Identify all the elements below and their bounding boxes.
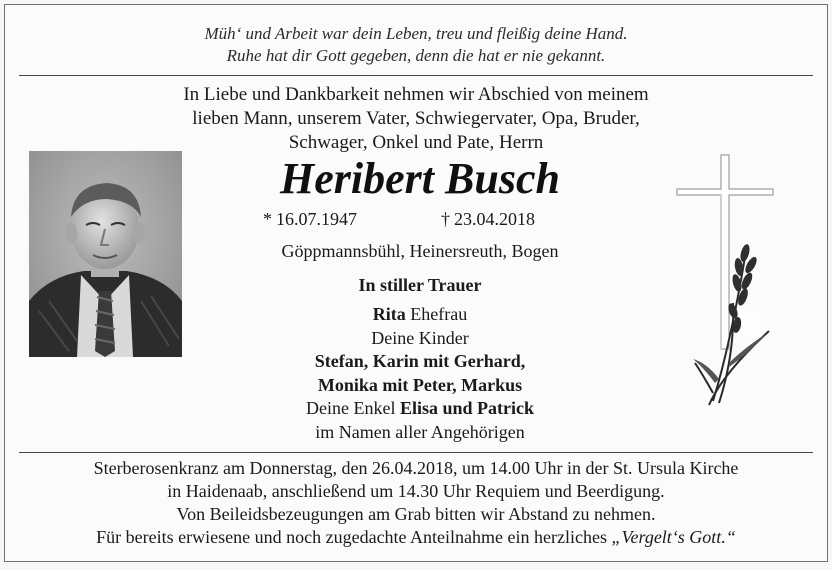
motto-line-2: Ruhe hat dir Gott gegeben, denn die hat er nie gekannt.: [226, 46, 606, 65]
wife-name: Rita: [372, 304, 406, 324]
children-line-2: [205, 374, 635, 398]
grandchildren-label: Deine Enkel: [306, 398, 396, 418]
motto-verse: [5, 23, 827, 67]
service-information: [5, 457, 827, 549]
bottom-divider: [19, 452, 813, 453]
service-line-2: in Haidenaab, anschließend um 14.30 Uhr Requiem und Beerdigung.: [167, 481, 665, 501]
death-date: [441, 209, 535, 230]
birth-star-icon: *: [263, 209, 272, 229]
places-of-residence: Göppmannsbühl, Heinersreuth, Bogen: [281, 241, 559, 261]
children-names-2: Monika mit Peter, Markus: [317, 374, 523, 395]
birth-date: [263, 209, 357, 230]
children-names-1: Stefan, Karin mit Gerhard,: [314, 351, 526, 371]
grandchildren-line: [205, 397, 635, 421]
service-line-3: Von Beileidsbezeugungen am Grab bitten wir Abstand zu nehmen.: [176, 504, 656, 524]
death-dagger-icon: †: [441, 209, 450, 229]
intro-line-2: lieben Mann, unserem Vater, Schwiegervater, Opa, Bruder,: [192, 108, 640, 129]
children-label: Deine Kinder: [371, 327, 469, 348]
death-date-value: 23.04.2018: [454, 209, 535, 229]
motto-line-1: Müh‘ und Arbeit war dein Leben, treu und fleißig deine Hand.: [204, 24, 628, 43]
top-divider: [19, 75, 813, 76]
wife-role: Ehefrau: [410, 304, 468, 324]
intro-text: [5, 83, 827, 155]
wife-line: [205, 303, 635, 327]
service-line-4: [5, 526, 827, 549]
grandchildren-names: Elisa und Patrick: [399, 398, 534, 418]
children-line-1: [205, 350, 635, 374]
mourners-list: [205, 303, 635, 444]
all-relatives-line: im Namen aller Angehörigen: [315, 421, 525, 442]
thanks-quote: „Vergelt‘s Gott.“: [611, 527, 736, 547]
service-line-1: Sterberosenkranz am Donnerstag, den 26.04.2018, um 14.00 Uhr in der St. Ursula Kirche: [93, 458, 739, 478]
cross-with-wheat-icon: [673, 153, 783, 413]
mourning-heading: In stiller Trauer: [358, 275, 482, 295]
thanks-text: Für bereits erwiesene und noch zugedachte Anteilnahme ein herzliches: [96, 527, 607, 547]
birth-date-value: 16.07.1947: [276, 209, 357, 229]
intro-line-3: Schwager, Onkel und Pate, Herrn: [288, 132, 544, 153]
portrait-photo: [29, 151, 182, 357]
obituary-notice: [4, 4, 828, 562]
deceased-name: Heribert Busch: [280, 154, 560, 203]
portrait-illustration: [29, 151, 182, 357]
intro-line-1: In Liebe und Dankbarkeit nehmen wir Abschied von meinem: [183, 84, 649, 105]
